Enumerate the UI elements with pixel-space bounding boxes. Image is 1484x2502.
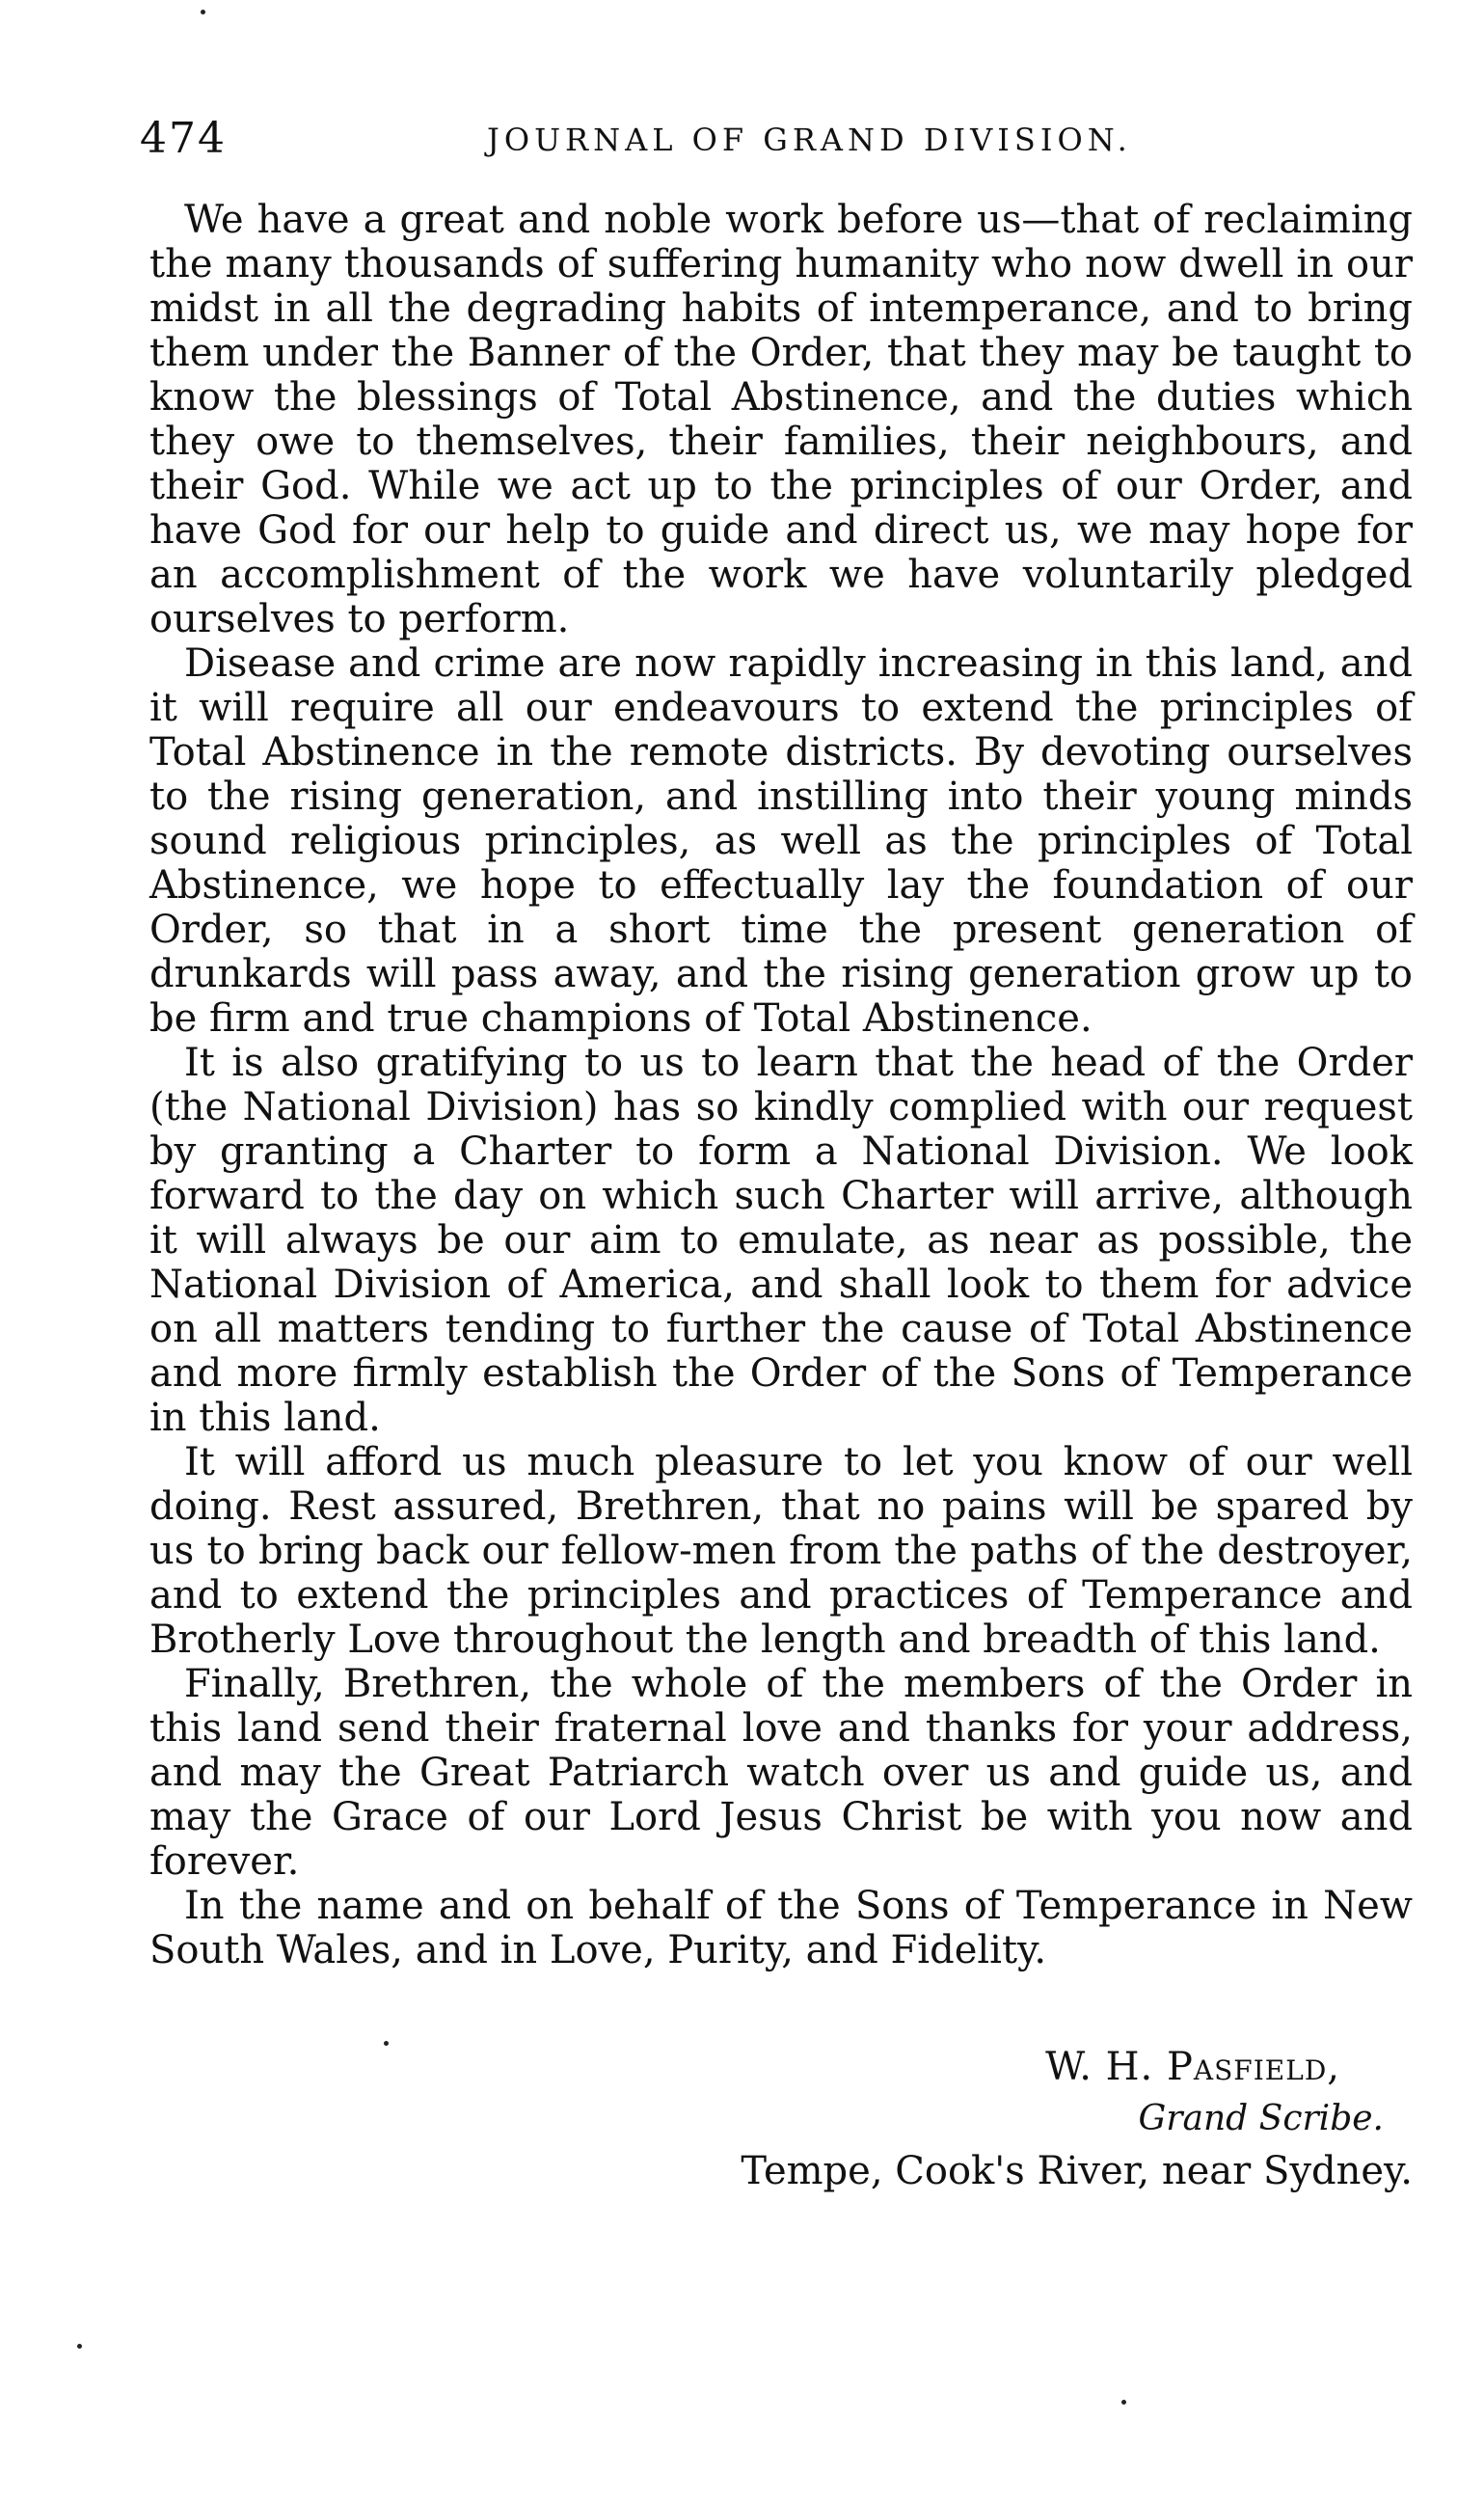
page-header xyxy=(140,114,1374,172)
paragraph-5: Finally, Brethren, the whole of the members of the Order in this land send their fraternal love and thanks for your address, and may the Great Patriarch watch over us and guide us, and may the Grace of our Lord Jesus Christ be with you now and forever. xyxy=(149,1662,1413,1884)
paragraph-6: In the name and on behalf of the Sons of Temperance in New South Wales, and in Love, Purity, and Fidelity. xyxy=(149,1884,1413,1972)
scan-speck xyxy=(201,10,205,14)
page-number: 474 xyxy=(140,114,227,163)
running-head: JOURNAL OF GRAND DIVISION. xyxy=(487,122,1132,158)
signatory-place: Tempe, Cook's River, near Sydney. xyxy=(741,2149,1413,2193)
scan-speck xyxy=(77,2344,82,2349)
scan-speck xyxy=(1121,2400,1126,2405)
paragraph-1: We have a great and noble work before us—that of reclaiming the many thousands of suffering humanity who now dwell in our midst in all the degrading habits of intemperance, and to bring them under the Banner of the Order, that they may be taught to know the blessings of Total Abstinence, and the duties which they owe to themselves, their families, their neighbours, and their God. While we act up to the principles of our Order, and have God for our help to guide and direct us, we may hope for an accomplishment of the work we have voluntarily pledged ourselves to perform. xyxy=(149,198,1413,641)
paragraph-3: It is also gratifying to us to learn that the head of the Order (the National Division) has so kindly complied with our request by granting a Charter to form a National Division. We look forward to the day on which such Charter will arrive, although it will always be our aim to emulate, as near as possible, the National Division of America, and shall look to them for advice on all matters tending to further the cause of Total Abstinence and more firmly establish the Order of the Sons of Temperance in this land. xyxy=(149,1041,1413,1440)
scan-speck xyxy=(384,2041,389,2046)
paragraph-2: Disease and crime are now rapidly increasing in this land, and it will require all our endeavours to extend the principles of Total Abstinence in the remote districts. By devoting ourselves to the rising generation, and instilling into their young minds sound religious principles, as well as the principles of Total Abstinence, we hope to effectually lay the foundation of our Order, so that in a short time the present generation of drunkards will pass away, and the rising generation grow up to be firm and true champions of Total Abstinence. xyxy=(149,641,1413,1041)
letter-body xyxy=(149,198,1413,1972)
signatory-title: Grand Scribe. xyxy=(1138,2099,1384,2138)
paragraph-4: It will afford us much pleasure to let you know of our well doing. Rest assured, Brethren, that no pains will be spared by us to bring back our fellow-men from the paths of the destroyer, and to extend the principles and practices of Temperance and Brotherly Love throughout the length and breadth of this land. xyxy=(149,1440,1413,1662)
signatory-name: W. H. Pasfield, xyxy=(1045,2045,1340,2089)
